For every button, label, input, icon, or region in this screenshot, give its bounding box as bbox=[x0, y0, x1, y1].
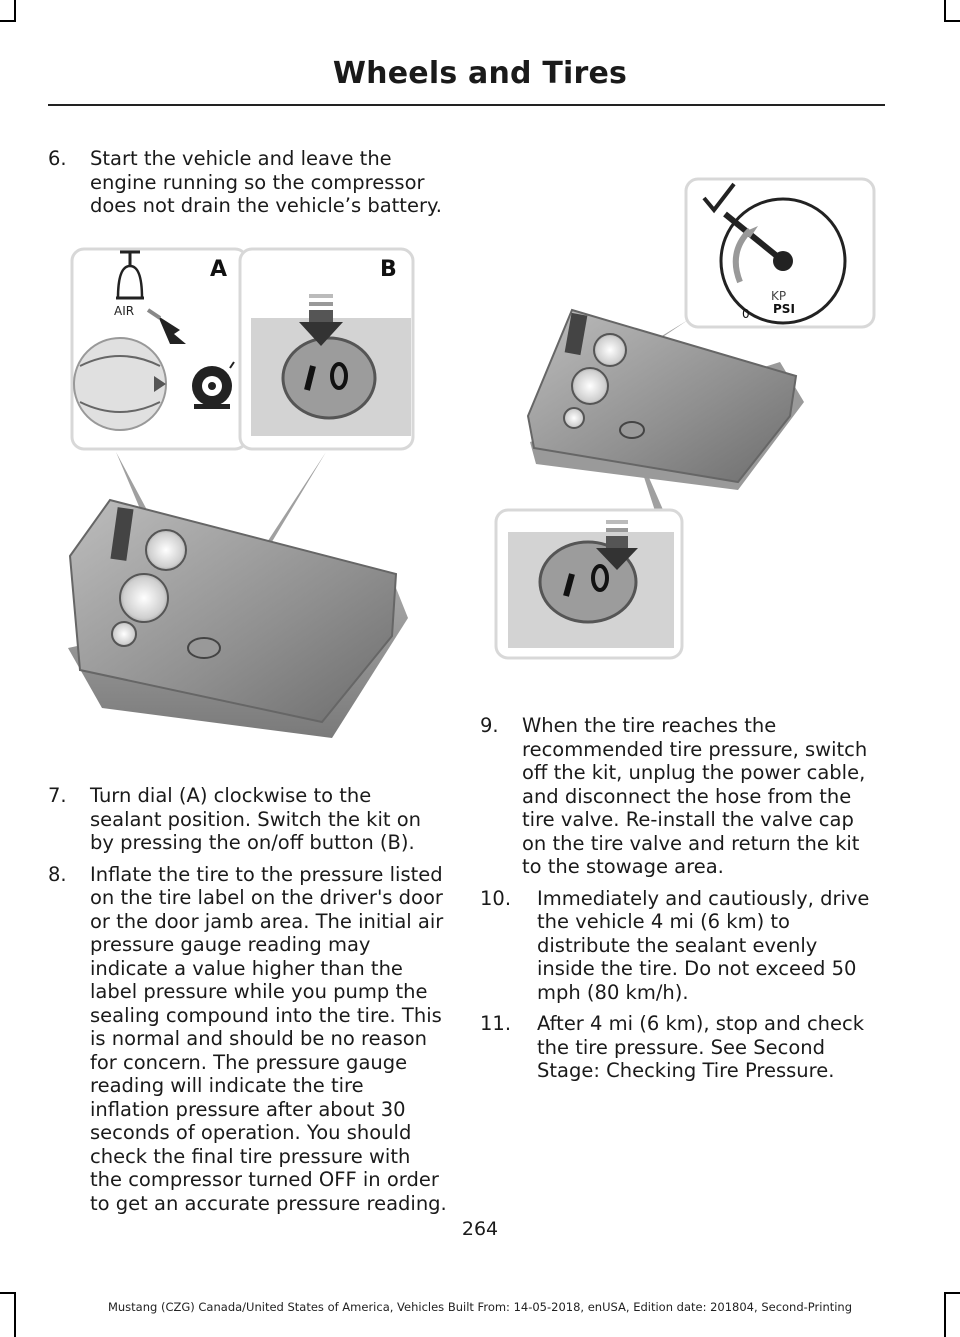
list-item bbox=[48, 784, 448, 855]
crop-mark bbox=[0, 20, 16, 22]
step-number: 7. bbox=[48, 784, 67, 807]
crop-mark bbox=[944, 1292, 960, 1294]
gauge-unit-psi: PSI bbox=[773, 302, 795, 316]
header-divider bbox=[48, 104, 885, 106]
list-item bbox=[48, 863, 448, 1216]
button-callout-panel bbox=[496, 510, 682, 658]
step-text: Start the vehicle and leave the engine running so the compressor does not drain the vehicle’s battery. bbox=[90, 147, 442, 217]
step-text: Immediately and cautiously, drive the vehicle 4 mi (6 km) to distribute the sealant evenly inside the tire. Do not exceed 50 mph (80 km/h). bbox=[537, 886, 870, 1004]
gauge-unit-kp: KP bbox=[771, 289, 787, 303]
step-number: 10. bbox=[480, 886, 512, 910]
step-text: When the tire reaches the recommended tire pressure, switch off the kit, unplug the power cable, and disconnect the hose from the tire valve. Re-install the valve cap on the tire valve and return the kit to the stowage area. bbox=[522, 714, 868, 878]
crop-mark bbox=[14, 1292, 16, 1337]
label-b: B bbox=[380, 257, 397, 282]
steps-left-bottom bbox=[48, 784, 448, 1223]
steps-right bbox=[480, 714, 880, 1091]
gauge-callout-panel bbox=[686, 179, 874, 327]
sealant-kit-body bbox=[68, 500, 408, 738]
sealant-kit-gauge-figure bbox=[488, 172, 880, 662]
power-button-icon bbox=[283, 338, 375, 418]
dial-face-icon bbox=[74, 338, 166, 430]
list-item bbox=[48, 147, 448, 218]
step-number: 8. bbox=[48, 862, 67, 886]
step-number: 9. bbox=[480, 714, 499, 737]
list-item bbox=[480, 887, 880, 1005]
list-item bbox=[480, 1012, 880, 1083]
sealant-kit-body bbox=[528, 310, 804, 490]
air-label: AIR bbox=[114, 304, 135, 318]
step-text: Inflate the tire to the pressure listed on the tire label on the driver's door or the door jamb area. The initial air pressure gauge reading may indicate a value higher than the label pressure while you pump the sealing compound into the tire. This is normal and should be no reason for concern. The pressure gauge reading will indicate the tire inflation pressure after about 30 seconds of operation. You should check the final tire pressure with the compressor turned OFF in order to get an accurate pressure reading. bbox=[90, 862, 447, 1215]
dial-callout-panel bbox=[72, 249, 247, 449]
gauge-zero-mark: 0 bbox=[742, 307, 750, 321]
page-title: Wheels and Tires bbox=[332, 56, 628, 91]
step-number: 11. bbox=[480, 1012, 512, 1035]
crop-mark bbox=[944, 20, 960, 22]
crop-mark bbox=[0, 1292, 16, 1294]
step-number: 6. bbox=[48, 147, 67, 170]
label-a: A bbox=[210, 257, 228, 282]
footer-text: Mustang (CZG) Canada/United States of America, Vehicles Built From: 14-05-2018, enUSA, Edition date: 201804, Second-Printing bbox=[107, 1300, 853, 1314]
step-text: Turn dial (A) clockwise to the sealant position. Switch the kit on by pressing the on/off button (B). bbox=[90, 784, 422, 854]
crop-mark bbox=[14, 0, 16, 22]
crop-mark bbox=[944, 0, 946, 22]
crop-mark bbox=[944, 1292, 946, 1337]
page-number: 264 bbox=[461, 1218, 499, 1240]
step-text: After 4 mi (6 km), stop and check the tire pressure. See Second Stage: Checking Tire Pressure. bbox=[537, 1012, 865, 1082]
steps-left-top bbox=[48, 147, 448, 226]
pressure-gauge-icon bbox=[120, 574, 168, 622]
list-item bbox=[480, 714, 880, 879]
sealant-kit-dial-figure bbox=[62, 238, 418, 756]
